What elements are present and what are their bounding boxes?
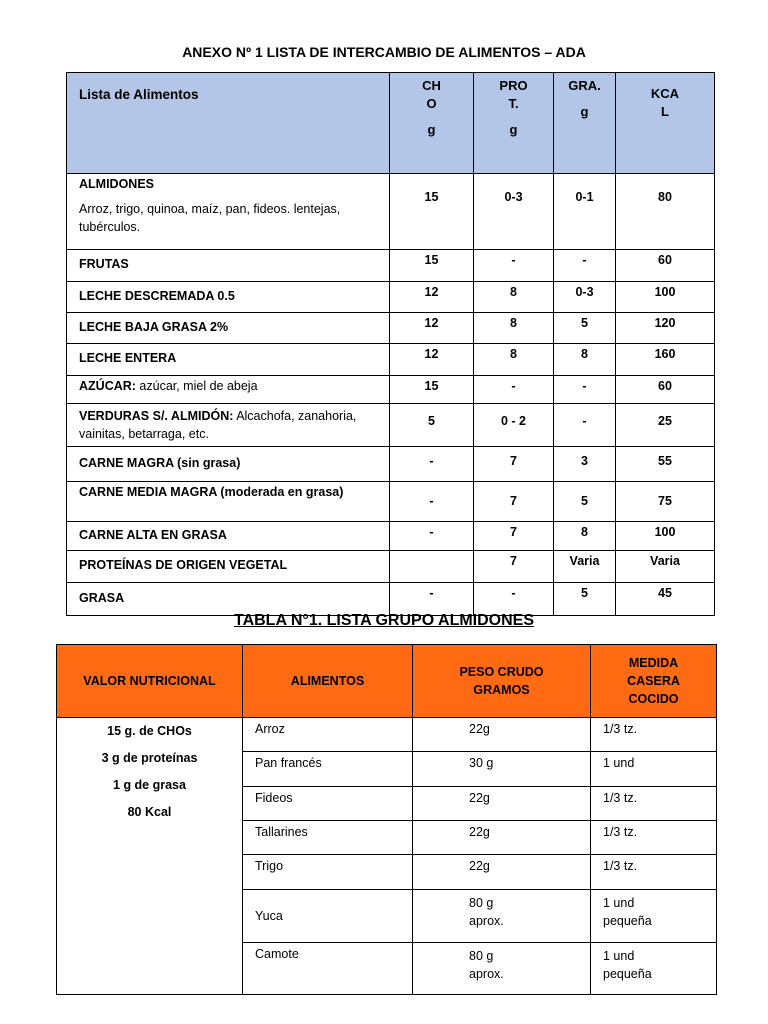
table-row: CARNE MAGRA (sin grasa) - 7 3 55 bbox=[67, 447, 715, 482]
food-name: VERDURAS S/. ALMIDÓN: Alcachofa, zanahoria, vainitas, betarraga, etc. bbox=[67, 404, 390, 447]
food-name: CARNE MEDIA MAGRA (moderada en grasa) bbox=[67, 482, 390, 522]
food-name: Pan francés bbox=[243, 752, 413, 787]
table-row: GRASA - - 5 45 bbox=[67, 583, 715, 616]
table-row: CARNE MEDIA MAGRA (moderada en grasa) - 7 5 75 bbox=[67, 482, 715, 522]
table-row: AZÚCAR: azúcar, miel de abeja 15 - - 60 bbox=[67, 376, 715, 404]
header-cho: CH O g bbox=[390, 73, 474, 174]
food-name: Tallarines bbox=[243, 821, 413, 855]
table-row: VERDURAS S/. ALMIDÓN: Alcachofa, zanahoria, vainitas, betarraga, etc. 5 0 - 2 - 25 bbox=[67, 404, 715, 447]
table-header-row bbox=[57, 645, 717, 718]
table-row: Fideos 22g 1/3 tz. bbox=[57, 787, 717, 821]
header-foods: ALIMENTOS bbox=[243, 645, 413, 718]
food-name: AZÚCAR: azúcar, miel de abeja bbox=[67, 376, 390, 404]
header-prot: PRO T. g bbox=[474, 73, 554, 174]
table-row: 15 g. de CHOs 3 g de proteínas 1 g de grasa 80 Kcal Arroz 22g 1/3 tz. bbox=[57, 718, 717, 752]
food-name: LECHE DESCREMADA 0.5 bbox=[67, 282, 390, 313]
food-name: CARNE MAGRA (sin grasa) bbox=[67, 447, 390, 482]
header-food-list: Lista de Alimentos bbox=[67, 73, 390, 174]
food-name: GRASA bbox=[67, 583, 390, 616]
document-title: ANEXO Nº 1 LISTA DE INTERCAMBIO DE ALIMENTOS – ADA bbox=[182, 44, 586, 60]
food-name: ALMIDONES Arroz, trigo, quinoa, maíz, pan, fideos. lentejas, tubérculos. bbox=[67, 174, 390, 250]
table-row: LECHE DESCREMADA 0.5 12 8 0-3 100 bbox=[67, 282, 715, 313]
header-kcal: KCA L bbox=[616, 73, 715, 174]
header-nutritional-value: VALOR NUTRICIONAL bbox=[57, 645, 243, 718]
food-name: Trigo bbox=[243, 855, 413, 890]
food-name: Camote bbox=[243, 943, 413, 995]
starch-group-table bbox=[56, 644, 717, 995]
food-name: LECHE ENTERA bbox=[67, 344, 390, 376]
table-row: Pan francés 30 g 1 und bbox=[57, 752, 717, 787]
table-row: LECHE ENTERA 12 8 8 160 bbox=[67, 344, 715, 376]
table-row: LECHE BAJA GRASA 2% 12 8 5 120 bbox=[67, 313, 715, 344]
table-row: FRUTAS 15 - - 60 bbox=[67, 250, 715, 282]
table-row: ALMIDONES Arroz, trigo, quinoa, maíz, pan, fideos. lentejas, tubérculos. 15 0-3 0-1 80 bbox=[67, 174, 715, 250]
exchange-list-table bbox=[66, 72, 715, 616]
table2-title: TABLA N°1. LISTA GRUPO ALMIDONES bbox=[233, 612, 535, 629]
header-gra: GRA. g bbox=[554, 73, 616, 174]
table-row: PROTEÍNAS DE ORIGEN VEGETAL 7 Varia Varia bbox=[67, 551, 715, 583]
food-name: Arroz bbox=[243, 718, 413, 752]
table-header-row bbox=[67, 73, 715, 174]
food-name: Yuca bbox=[243, 890, 413, 943]
food-name: CARNE ALTA EN GRASA bbox=[67, 522, 390, 551]
food-name: Fideos bbox=[243, 787, 413, 821]
table-row: Tallarines 22g 1/3 tz. bbox=[57, 821, 717, 855]
food-name: FRUTAS bbox=[67, 250, 390, 282]
header-home-measure: MEDIDA CASERA COCIDO bbox=[591, 645, 717, 718]
table-row: CARNE ALTA EN GRASA - 7 8 100 bbox=[67, 522, 715, 551]
food-description: Arroz, trigo, quinoa, maíz, pan, fideos. lentejas, tubérculos. bbox=[79, 202, 341, 234]
food-name: LECHE BAJA GRASA 2% bbox=[67, 313, 390, 344]
table-row: Trigo 22g 1/3 tz. bbox=[57, 855, 717, 890]
table-row: Camote 80 g aprox. 1 und pequeña bbox=[57, 943, 717, 995]
table-row: Yuca 80 g aprox. 1 und pequeña bbox=[57, 890, 717, 943]
header-raw-weight: PESO CRUDO GRAMOS bbox=[413, 645, 591, 718]
food-name: PROTEÍNAS DE ORIGEN VEGETAL bbox=[67, 551, 390, 583]
nutritional-value-cell: 15 g. de CHOs 3 g de proteínas 1 g de grasa 80 Kcal bbox=[57, 718, 243, 995]
